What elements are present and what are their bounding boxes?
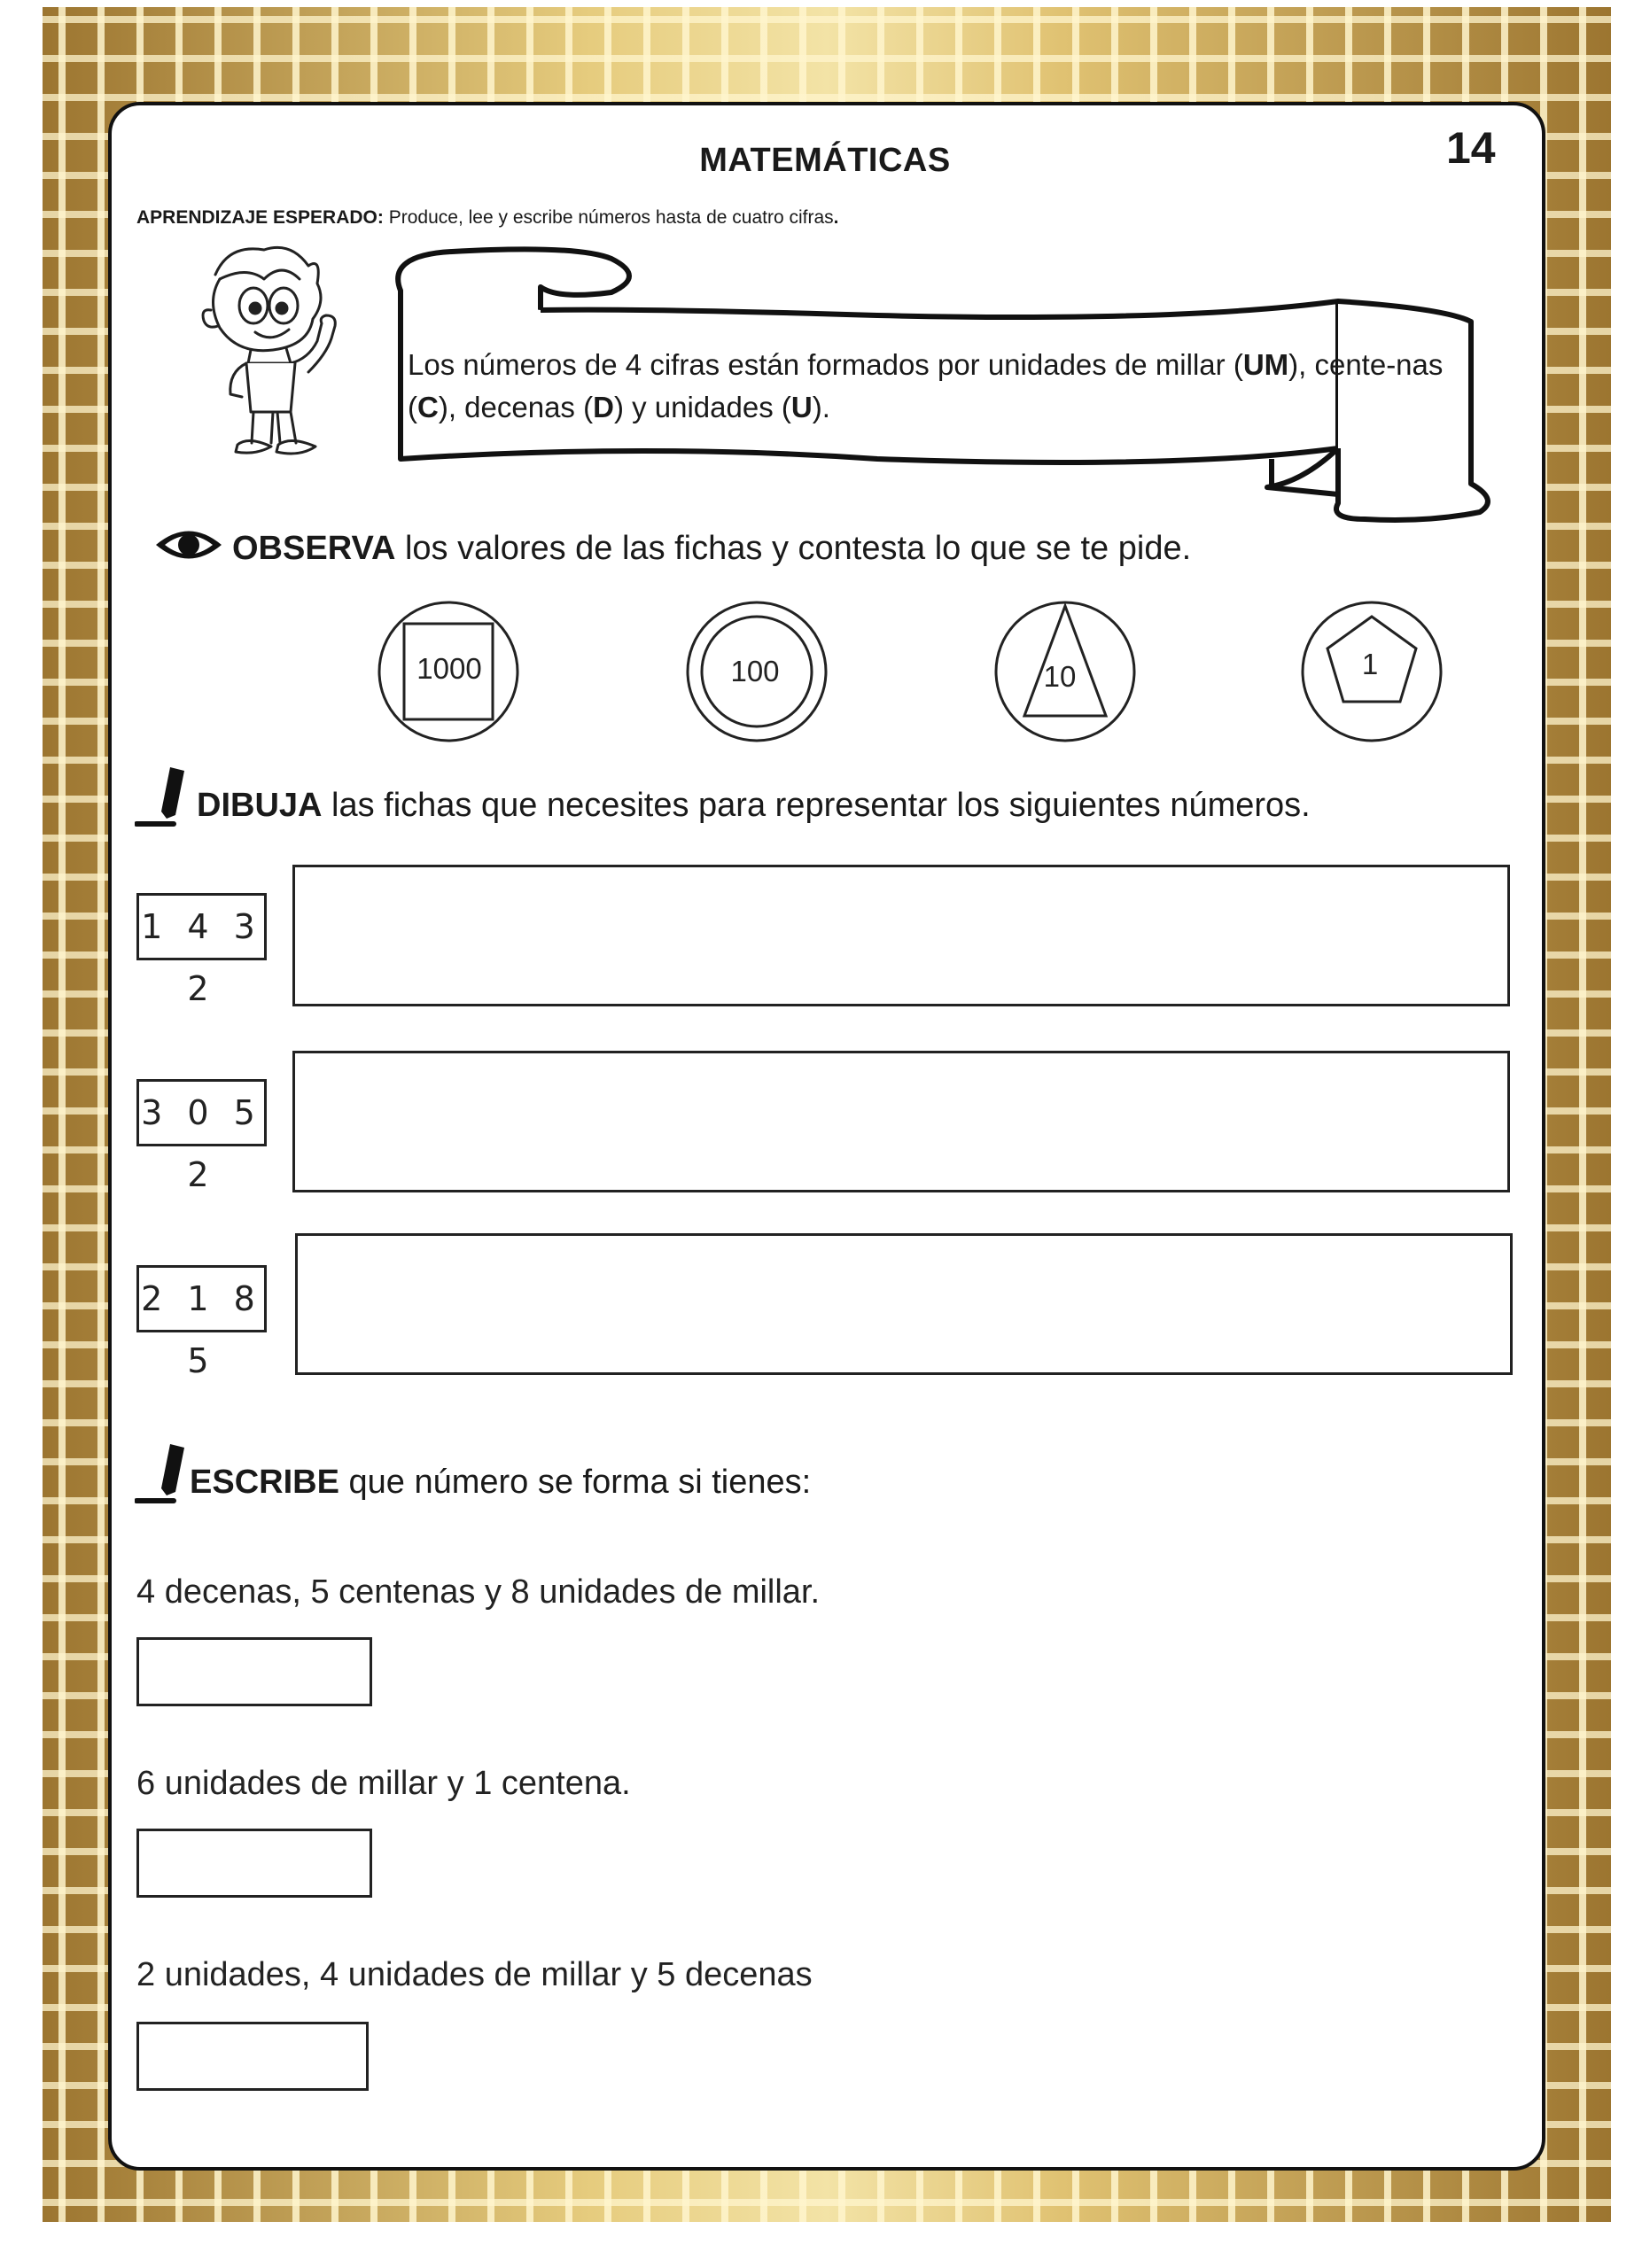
- number-box-3: 2 1 8 5: [136, 1265, 267, 1332]
- pencil-icon: [135, 1441, 197, 1508]
- objective-label: APRENDIZAJE ESPERADO:: [136, 207, 384, 228]
- number-box-1: 1 4 3 2: [136, 893, 267, 960]
- token-label-10: 10: [1043, 660, 1077, 693]
- question-1: 4 decenas, 5 centenas y 8 unidades de millar.: [136, 1573, 821, 1611]
- draw-area-2[interactable]: [292, 1051, 1510, 1192]
- answer-box-3[interactable]: [136, 2022, 369, 2091]
- question-2: 6 unidades de millar y 1 centena.: [136, 1765, 631, 1802]
- draw-instruction: DIBUJA las fichas que necesites para representar los siguientes números.: [197, 787, 1311, 824]
- pencil-icon: [135, 764, 197, 831]
- write-instruction: ESCRIBE que número se forma si tienes:: [190, 1464, 812, 1501]
- draw-area-1[interactable]: [292, 865, 1510, 1006]
- token-label-100: 100: [730, 655, 780, 687]
- eye-icon: [152, 523, 225, 567]
- number-box-2: 3 0 5 2: [136, 1079, 267, 1146]
- page-number: 14: [1446, 123, 1496, 173]
- token-label-1: 1: [1361, 648, 1379, 680]
- answer-box-2[interactable]: [136, 1829, 372, 1898]
- learning-objective: [136, 207, 839, 229]
- question-3: 2 unidades, 4 unidades de millar y 5 decenas: [136, 1956, 813, 1993]
- answer-box-1[interactable]: [136, 1637, 372, 1706]
- objective-period: .: [833, 207, 839, 228]
- banner-text: Los números de 4 cifras están formados por unidades de millar (UM), cente-nas (C), decenas (D) y unidades (U).: [408, 348, 1444, 423]
- observe-instruction: OBSERVA los valores de las fichas y contesta lo que se te pide.: [232, 530, 1192, 567]
- objective-text: Produce, lee y escribe números hasta de cuatro cifras: [388, 207, 834, 228]
- page-title: MATEMÁTICAS: [699, 142, 951, 179]
- boy-thumbs-up-icon: [167, 239, 370, 470]
- token-legend: [372, 594, 1453, 753]
- token-label-1000: 1000: [416, 652, 482, 685]
- draw-area-3[interactable]: [295, 1233, 1513, 1375]
